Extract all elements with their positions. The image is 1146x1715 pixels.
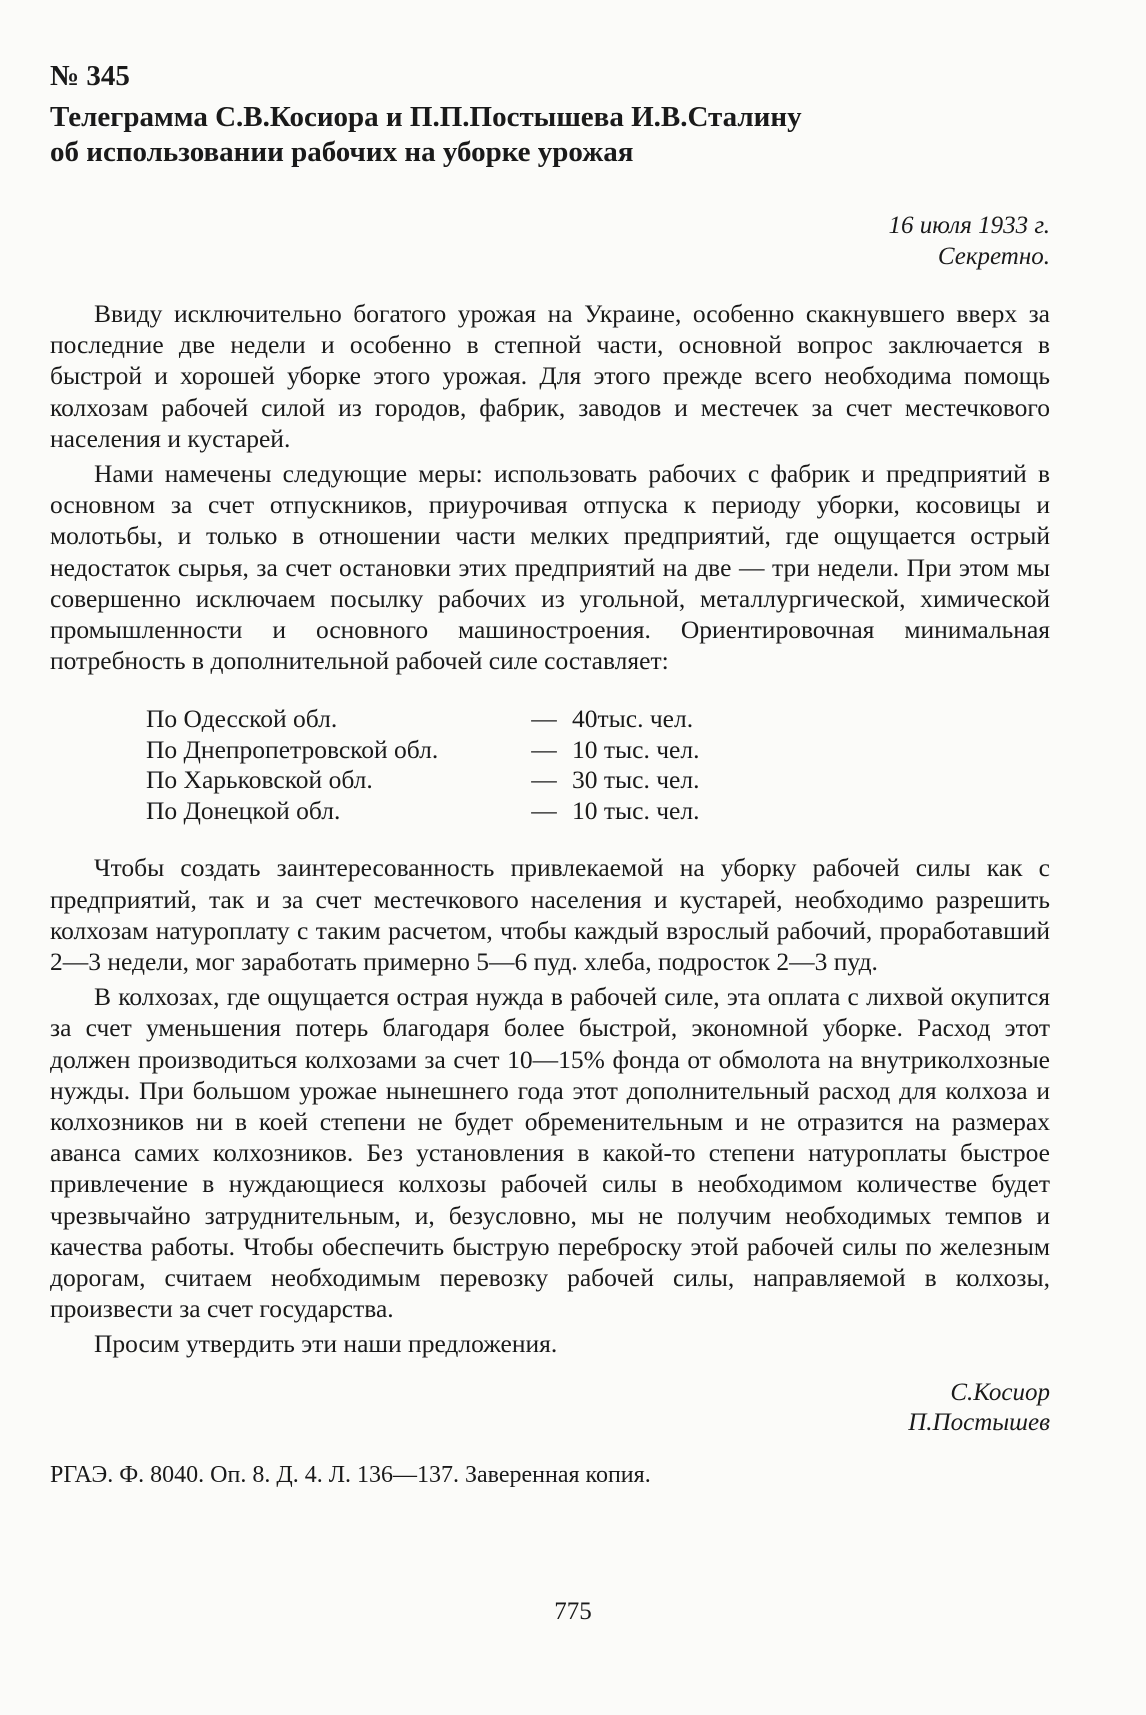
page-number: 775: [554, 1598, 592, 1625]
quota-amount: 10 тыс. чел.: [572, 734, 700, 764]
quota-dash: —: [531, 765, 557, 795]
paragraph: Нами намечены следующие меры: использовать рабочих с фабрик и предприятий в основном за счет отпускников, приурочивая отпуска к периоду уборки, косовицы и молотьбы, и только в отношении части мелких предприятий, где ощущается острый недостаток сырья, за счет остановки этих предприятий на две — три недели. При этом мы совершенно исключаем посылку рабочих из угольной, металлургической, химической промышленности и основного машиностроения. Ориентировочная минимальная потребность в дополнительной рабочей силе составляет:: [50, 459, 1050, 676]
signature-postyshev: П.Постышев: [908, 1408, 1050, 1436]
quota-region: По Днепропетровской обл.: [146, 734, 439, 764]
quota-dash: —: [531, 795, 557, 825]
document-title-line-2: об использовании рабочих на уборке урожая: [50, 136, 634, 168]
document-body: [50, 298, 1050, 1360]
quota-row: [146, 765, 699, 796]
paragraph: Ввиду исключительно богатого урожая на Украине, особенно скакнувшего вверх за последние две недели и особенно в степной части, основной вопрос заключается в быстрой и хорошей уборке этого урожая. Для этого прежде всего необходима помощь колхозам рабочей силой из городов, фабрик, заводов и местечек за счет местечкового населения и кустарей.: [50, 299, 1050, 453]
document-title: [50, 100, 1050, 170]
quota-region: По Одесской обл.: [146, 704, 338, 734]
document-date: 16 июля 1933 г.: [888, 212, 1050, 239]
document-meta: [50, 210, 1050, 272]
quota-dash: —: [531, 704, 557, 734]
quota-amount: 40тыс. чел.: [572, 704, 694, 734]
quota-region: По Харьковской обл.: [146, 765, 373, 795]
classification-mark: Секретно.: [937, 243, 1050, 270]
document-title-line-1: Телеграмма С.В.Косиора и П.П.Постышева И.В.Сталину: [50, 101, 802, 133]
paragraph: Чтобы создать заинтересованность привлекаемой на уборку рабочей силы как с предприятий, так и за счет местечкового населения и кустарей, необходимо разрешить колхозам натуроплату с таким расчетом, чтобы каждый взрослый рабочий, проработавший 2—3 недели, мог заработать примерно 5—6 пуд. хлеба, подросток 2—3 пуд.: [50, 853, 1050, 977]
paragraph: Просим утвердить эти наши предложения.: [94, 1329, 558, 1359]
document-number: № 345: [50, 60, 130, 92]
paragraph: В колхозах, где ощущается острая нужда в рабочей силе, эта оплата с лихвой окупится за счет уменьшения потерь благодаря более быстрой, экономной уборке. Расход этот должен производиться колхозами за счет 10—15% фонда от обмолота на внутриколхозные нужды. При большом урожае нынешнего года этот дополнительный расход для колхоза и колхозников ни в коей степени не будет обременительным и не отразится на размерах аванса самих колхозников. Без установления в какой-то степени натуроплаты быстрое привлечение в нуждающиеся колхозы рабочей силы в необходимом количестве будет чрезвычайно затруднительным, и, безусловно, мы не получим необходимых темпов и качества работы. Чтобы обеспечить быструю переброску этой рабочей силы по железным дорогам, считаем необходимым перевозку рабочей силы, направляемой в колхозы, произвести за счет государства.: [50, 982, 1050, 1324]
signature-block: [50, 1378, 1050, 1438]
quota-amount: 10 тыс. чел.: [572, 795, 700, 825]
signature-kosior: С.Косиор: [950, 1378, 1050, 1406]
quota-dash: —: [531, 734, 557, 764]
quota-row: [146, 735, 699, 766]
labor-quota-table: [146, 704, 699, 826]
document-page: [50, 50, 1050, 1490]
archival-source-reference: РГАЭ. Ф. 8040. Оп. 8. Д. 4. Л. 136—137. Заверенная копия.: [50, 1461, 651, 1488]
quota-amount: 30 тыс. чел.: [572, 765, 700, 795]
quota-row: [146, 796, 699, 827]
quota-region: По Донецкой обл.: [146, 795, 341, 825]
quota-row: [146, 704, 699, 735]
